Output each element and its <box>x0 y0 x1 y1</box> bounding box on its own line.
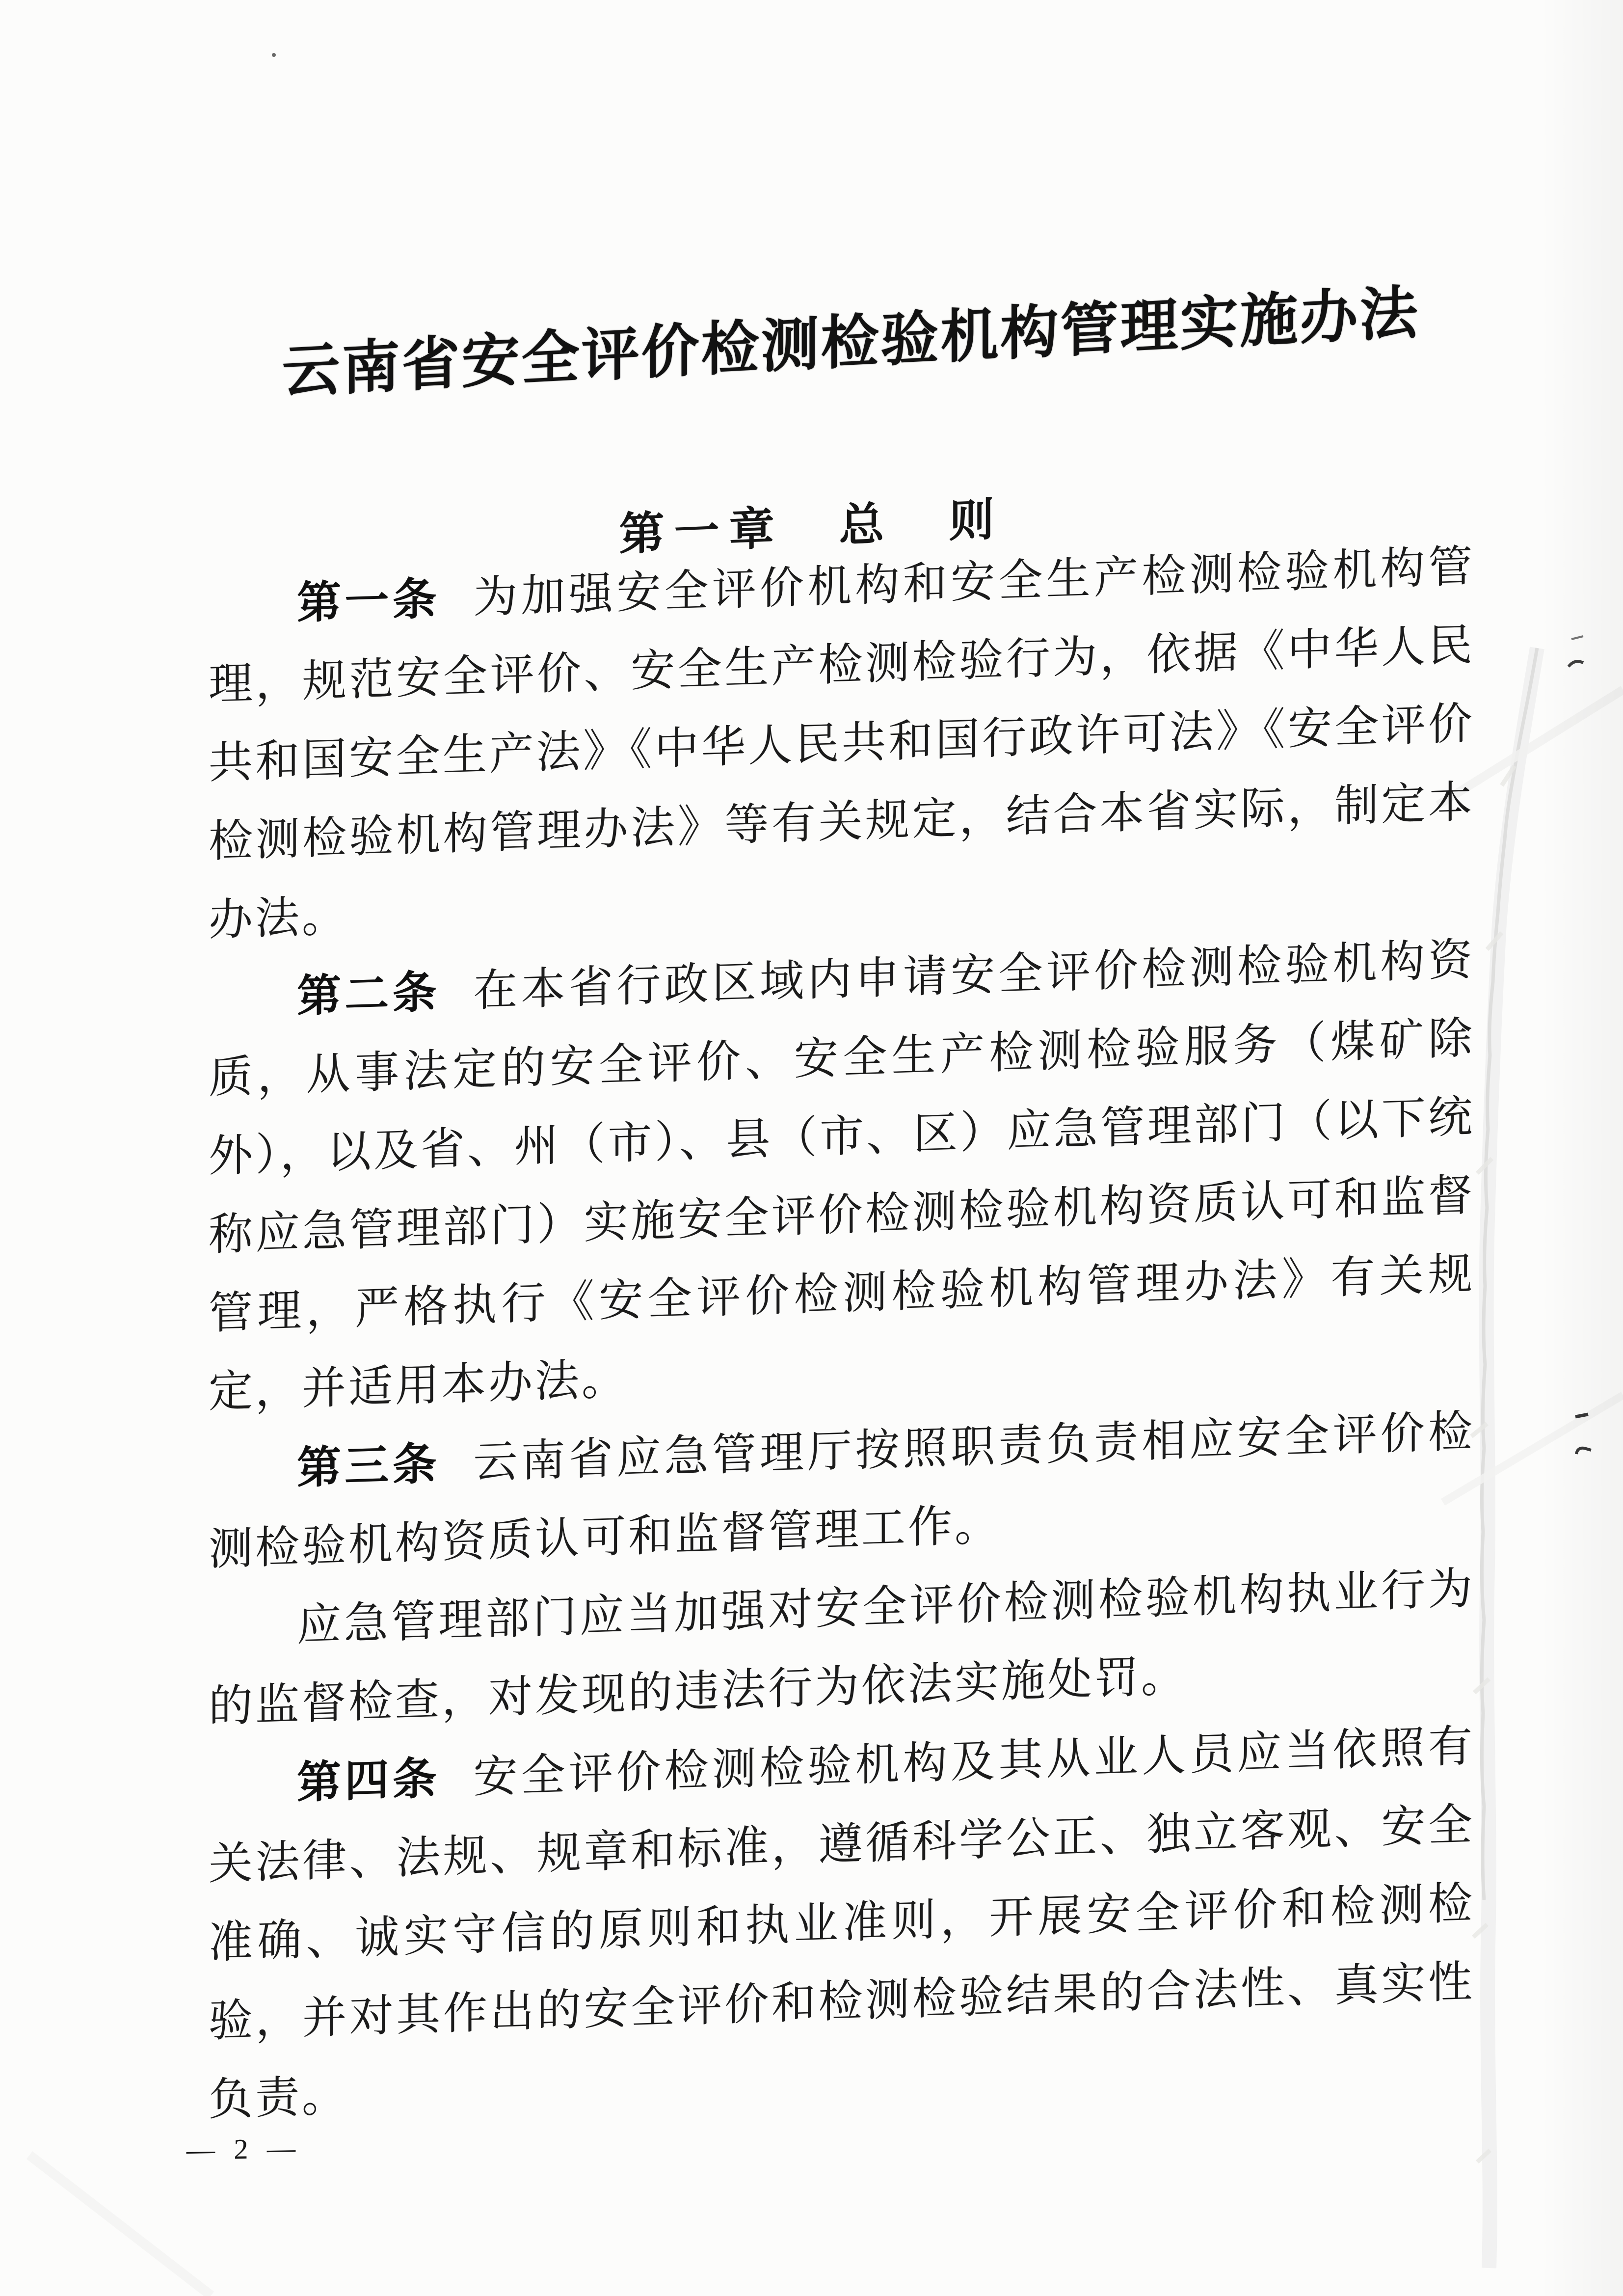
ink-speck <box>272 53 276 57</box>
article-number: 第一条 <box>297 574 440 628</box>
paragraph-text: 应急管理部门应当加强对安全评价检测检验机构执业行为的监督检查，对发现的违法行为依法实施处罚。 <box>209 1564 1475 1731</box>
paragraph-article-2 <box>209 920 1475 1432</box>
page-number: — 2 — <box>186 2132 301 2166</box>
article-number: 第三条 <box>297 1439 440 1493</box>
paragraph-article-4 <box>209 1707 1475 2140</box>
ink-speck <box>1569 661 1583 667</box>
ink-speck <box>1575 1414 1588 1417</box>
paper-crease-halo <box>1487 648 1537 2268</box>
scan-streak <box>29 2155 211 2296</box>
paragraph-text: 在本省行政区域内申请安全评价检测检验机构资质，从事法定的安全评价、安全生产检测检验服务（煤矿除外），以及省、州（市）、县（市、区）应急管理部门（以下统称应急管理部门）实施安全评价检测检验机构资质认可和监督管理，严格执行《安全评价检测检验机构管理办法》有关规定，并适用本办法。 <box>209 935 1475 1417</box>
ink-speck <box>1576 1448 1591 1454</box>
article-number: 第二条 <box>297 968 440 1022</box>
chapter-heading: 第一章 总 则 <box>619 494 1004 560</box>
ink-speck <box>1571 636 1583 639</box>
paper-crease-shadow <box>1471 766 1515 2162</box>
paragraph-text: 安全评价检测检验机构及其从业人员应当依照有关法律、法规、规章和标准，遵循科学公正、独立客观、安全准确、诚实守信的原则和执业准则，开展安全评价和检测检验，并对其作出的安全评价和检测检验结果的合法性、真实性负责。 <box>209 1722 1475 2125</box>
paragraph-article-1 <box>209 527 1475 960</box>
document-title: 云南省安全评价检测检验机构管理实施办法 <box>282 280 1420 405</box>
document-body <box>209 527 1475 2140</box>
paragraph-text: 为加强安全评价机构和安全生产检测检验机构管理，规范安全评价、安全生产检测检验行为，依据《中华人民共和国安全生产法》《中华人民共和国行政许可法》《安全评价检测检验机构管理办法》等有关规定，结合本省实际，制定本办法。 <box>209 542 1475 945</box>
paper-crease <box>1482 648 1537 1900</box>
paragraph-text: 云南省应急管理厅按照职责负责相应安全评价检测检验机构资质认可和监督管理工作。 <box>209 1407 1475 1574</box>
article-number: 第四条 <box>297 1754 440 1808</box>
